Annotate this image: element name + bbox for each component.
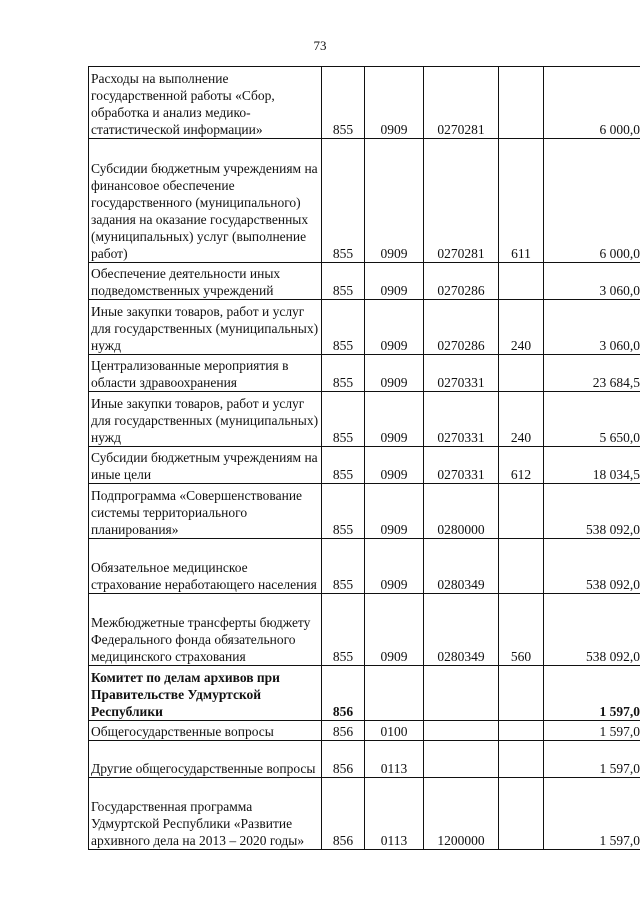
row-name: Субсидии бюджетным учреждениям на иные цели — [89, 447, 322, 484]
table-row — [89, 67, 640, 139]
table-row — [89, 139, 640, 263]
budget-table — [88, 66, 640, 850]
row-section-code: 0113 — [365, 741, 424, 778]
row-target-code: 0270281 — [424, 139, 499, 263]
row-expense-type — [499, 741, 544, 778]
row-amount: 3 060,0 — [544, 300, 640, 355]
row-amount: 1 597,0 — [544, 741, 640, 778]
row-dept-code: 855 — [322, 355, 365, 392]
row-section-code — [365, 666, 424, 721]
row-section-code: 0100 — [365, 721, 424, 741]
table-row — [89, 721, 640, 741]
row-dept-code: 855 — [322, 67, 365, 139]
row-expense-type — [499, 778, 544, 850]
table-row — [89, 594, 640, 666]
row-expense-type — [499, 263, 544, 300]
row-amount: 1 597,0 — [544, 721, 640, 741]
row-section-code: 0909 — [365, 594, 424, 666]
row-section-code: 0909 — [365, 539, 424, 594]
row-target-code: 0270331 — [424, 392, 499, 447]
row-amount: 23 684,5 — [544, 355, 640, 392]
row-target-code: 0270286 — [424, 300, 499, 355]
row-expense-type — [499, 67, 544, 139]
row-amount: 1 597,0 — [544, 778, 640, 850]
row-expense-type — [499, 355, 544, 392]
row-expense-type — [499, 721, 544, 741]
row-amount: 5 650,0 — [544, 392, 640, 447]
row-expense-type: 240 — [499, 392, 544, 447]
row-name: Расходы на выполнение государственной работы «Сбор, обработка и анализ медико-статистической информации» — [89, 67, 322, 139]
row-section-code: 0909 — [365, 263, 424, 300]
row-section-code: 0909 — [365, 447, 424, 484]
row-dept-code: 856 — [322, 778, 365, 850]
row-dept-code: 855 — [322, 594, 365, 666]
row-dept-code: 855 — [322, 263, 365, 300]
table-row — [89, 263, 640, 300]
row-target-code — [424, 721, 499, 741]
row-name: Межбюджетные трансферты бюджету Федерального фонда обязательного медицинского страхования — [89, 594, 322, 666]
row-target-code — [424, 741, 499, 778]
row-section-code: 0113 — [365, 778, 424, 850]
row-name: Государственная программа Удмуртской Республики «Развитие архивного дела на 2013 – 2020 годы» — [89, 778, 322, 850]
table-row — [89, 778, 640, 850]
row-target-code: 0280349 — [424, 594, 499, 666]
row-expense-type: 612 — [499, 447, 544, 484]
row-dept-code: 855 — [322, 300, 365, 355]
row-section-code: 0909 — [365, 392, 424, 447]
row-amount: 6 000,0 — [544, 139, 640, 263]
row-amount: 538 092,0 — [544, 594, 640, 666]
row-amount: 18 034,5 — [544, 447, 640, 484]
row-expense-type: 611 — [499, 139, 544, 263]
row-target-code: 1200000 — [424, 778, 499, 850]
row-expense-type: 560 — [499, 594, 544, 666]
row-expense-type — [499, 666, 544, 721]
row-name: Подпрограмма «Совершенствование системы территориального планирования» — [89, 484, 322, 539]
row-dept-code: 856 — [322, 721, 365, 741]
row-dept-code: 856 — [322, 741, 365, 778]
row-name: Иные закупки товаров, работ и услуг для государственных (муниципальных) нужд — [89, 392, 322, 447]
row-expense-type: 240 — [499, 300, 544, 355]
table-row — [89, 447, 640, 484]
row-name: Субсидии бюджетным учреждениям на финансовое обеспечение государственного (муниципального) задания на оказание государственных (муниципальных) услуг (выполнение работ) — [89, 139, 322, 263]
row-section-code: 0909 — [365, 300, 424, 355]
row-name: Обеспечение деятельности иных подведомственных учреждений — [89, 263, 322, 300]
page-number: 73 — [313, 38, 327, 53]
table-row — [89, 666, 640, 721]
row-expense-type — [499, 484, 544, 539]
row-dept-code: 856 — [322, 666, 365, 721]
row-section-code: 0909 — [365, 484, 424, 539]
row-expense-type — [499, 539, 544, 594]
table-row — [89, 355, 640, 392]
row-name: Централизованные мероприятия в области здравоохранения — [89, 355, 322, 392]
row-section-code: 0909 — [365, 67, 424, 139]
row-amount: 538 092,0 — [544, 484, 640, 539]
row-amount: 1 597,0 — [544, 666, 640, 721]
row-section-code: 0909 — [365, 355, 424, 392]
row-name: Комитет по делам архивов при Правительстве Удмуртской Республики — [89, 666, 322, 721]
row-target-code: 0270286 — [424, 263, 499, 300]
row-target-code: 0270331 — [424, 355, 499, 392]
table-row — [89, 539, 640, 594]
row-amount: 6 000,0 — [544, 67, 640, 139]
table-row — [89, 484, 640, 539]
row-dept-code: 855 — [322, 392, 365, 447]
row-name: Обязательное медицинское страхование неработающего населения — [89, 539, 322, 594]
row-target-code — [424, 666, 499, 721]
row-dept-code: 855 — [322, 447, 365, 484]
row-dept-code: 855 — [322, 139, 365, 263]
row-target-code: 0270281 — [424, 67, 499, 139]
row-name: Общегосударственные вопросы — [89, 721, 322, 741]
row-amount: 3 060,0 — [544, 263, 640, 300]
row-dept-code: 855 — [322, 539, 365, 594]
row-amount: 538 092,0 — [544, 539, 640, 594]
row-target-code: 0280349 — [424, 539, 499, 594]
row-target-code: 0270331 — [424, 447, 499, 484]
row-name: Другие общегосударственные вопросы — [89, 741, 322, 778]
table-row — [89, 300, 640, 355]
row-target-code: 0280000 — [424, 484, 499, 539]
table-row — [89, 392, 640, 447]
table-row — [89, 741, 640, 778]
row-section-code: 0909 — [365, 139, 424, 263]
row-dept-code: 855 — [322, 484, 365, 539]
row-name: Иные закупки товаров, работ и услуг для государственных (муниципальных) нужд — [89, 300, 322, 355]
